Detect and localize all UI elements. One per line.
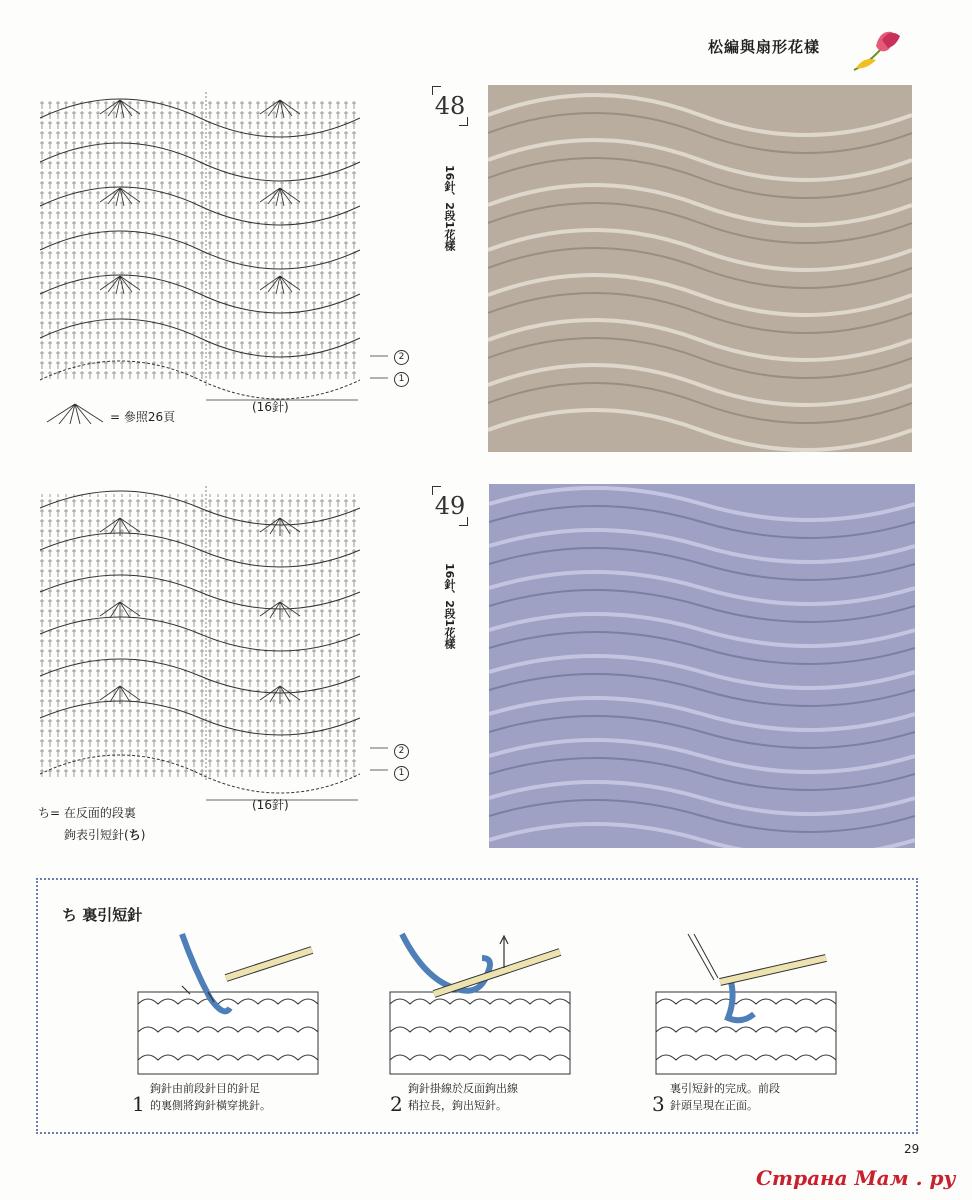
step-1-text xyxy=(150,1080,271,1114)
crochet-chart-48 xyxy=(30,80,398,410)
technique-title-text: 裏引短針 xyxy=(82,906,143,924)
stitch-note-text1: = 在反面的段裏 xyxy=(50,806,136,820)
repeat-info-49: 16針、2段1花樣 xyxy=(443,563,456,649)
row-marker-2: 2 xyxy=(394,744,409,759)
reverse-sc-symbol-icon: ち xyxy=(38,806,51,820)
fan-stitch-symbol xyxy=(40,402,110,426)
reverse-sc-symbol-icon: ち xyxy=(62,906,78,924)
step-3-number: 3 xyxy=(652,1092,665,1116)
stitch-note-text2: 鉤表引短針( xyxy=(64,828,129,842)
pattern-number-48: 48 xyxy=(432,86,468,126)
page-section-title: 松編與扇形花樣 xyxy=(708,38,821,56)
fan-stitch-note: = 參照26頁 xyxy=(110,410,176,424)
step-1-line1: 鉤針由前段針目的針足 xyxy=(150,1082,260,1095)
row-marker-1: 1 xyxy=(394,766,409,781)
step-3-line2: 針頭呈現在正面。 xyxy=(670,1099,758,1112)
stitch-note-line1 xyxy=(38,804,136,821)
step-3-illustration xyxy=(650,928,850,1078)
crochet-chart-49 xyxy=(30,478,398,808)
step-2-illustration xyxy=(384,928,584,1078)
technique-title xyxy=(62,904,142,925)
tulip-icon xyxy=(846,26,906,76)
step-3-text xyxy=(670,1080,780,1114)
stitch-note-symbol: ち xyxy=(128,828,141,842)
step-2-line1: 鉤針掛線於反面鉤出線 xyxy=(408,1082,518,1095)
step-1-number: 1 xyxy=(132,1092,145,1116)
row-marker-2: 2 xyxy=(394,350,409,365)
step-2-number: 2 xyxy=(390,1092,403,1116)
repeat-info-48: 16針、2段1花樣 xyxy=(443,165,456,251)
knit-swatch-48 xyxy=(488,85,912,452)
step-2-line2: 稍拉長，鉤出短針。 xyxy=(408,1099,507,1112)
stitch-note-line2 xyxy=(64,826,145,843)
step-3-line1: 裏引短針的完成。前段 xyxy=(670,1082,780,1095)
span-label-48: (16針) xyxy=(252,400,289,414)
step-2-text xyxy=(408,1080,518,1114)
step-1-illustration xyxy=(130,928,330,1078)
stitch-note-close: ) xyxy=(140,828,146,842)
watermark-text: Страна Мам . ру xyxy=(756,1166,956,1190)
pattern-number-49: 49 xyxy=(432,486,468,526)
step-1-line2: 的裏側將鉤針橫穿挑針。 xyxy=(150,1099,271,1112)
row-marker-1: 1 xyxy=(394,372,409,387)
knit-swatch-49 xyxy=(489,484,915,848)
span-label-49: (16針) xyxy=(252,798,289,812)
page-number: 29 xyxy=(904,1142,920,1156)
